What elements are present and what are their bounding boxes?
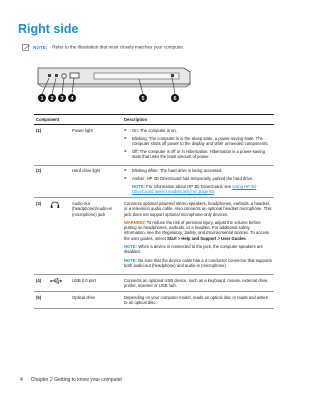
component-name: Audio-out (headphone)/Audio-in (microphone) jack: [70, 198, 122, 275]
driveguard-link[interactable]: Using HP 3D DriveGuard (select models only) on page 60: [132, 183, 257, 195]
row-number: (5): [34, 292, 48, 309]
list-item: ► Off: The computer is off or in Hibernation. Hibernation is a power-saving state that uses the least amount of power.: [124, 149, 272, 160]
component-table: [34, 114, 274, 309]
component-description: [122, 165, 274, 198]
page-title: Right side: [18, 22, 79, 36]
list-item: ► Amber: HP 3D DriveGuard has temporarily parked the hard drive.: [124, 176, 272, 181]
row-number: (2): [34, 165, 48, 198]
warning-end: .: [245, 235, 247, 241]
list-item: ► Blinking: The computer is in the Sleep state, a power-saving state. The computer shuts off power to the display and other unneeded components.: [124, 136, 272, 147]
list-item: ► On: The computer is on.: [124, 128, 272, 133]
table-row: [34, 165, 274, 198]
component-description: [122, 198, 274, 275]
usb-icon: [50, 278, 62, 284]
note-label: NOTE:: [124, 244, 138, 250]
row-number: (1): [34, 125, 48, 165]
note-text: Refer to the illustration that most closely matches your computer.: [52, 44, 185, 50]
table-row: [34, 198, 274, 275]
hard-drive-note: [124, 184, 272, 195]
jack-warning: [124, 220, 272, 241]
callout-1-label: 1: [40, 96, 44, 102]
jack-note-2: [124, 258, 272, 269]
component-description: [122, 125, 274, 165]
hard-drive-light-icon: [48, 165, 70, 198]
callout-5-label: 5: [141, 96, 145, 102]
row-number: (3): [34, 198, 48, 275]
table-row: [34, 292, 274, 309]
power-light-icon: [48, 125, 70, 165]
note-text: Be sure that the device cable has a 4-conductor connector that supports both audio-out (headphone) and audio-in (microphone).: [124, 257, 272, 268]
note-end: .: [213, 189, 216, 195]
component-name: Optical drive: [70, 292, 122, 309]
jack-description: Connects optional powered stereo speakers, headphones, earbuds, a headset, or a television audio cable. Also connects an optional headset microphone. This jack does not support optional microphone-only devices.: [124, 200, 272, 217]
figure-note: [22, 44, 184, 51]
warning-doc-title: Regulatory, Safety, and Environmental Notices: [161, 230, 249, 236]
callout-3-label: 3: [60, 96, 64, 102]
component-name: Power light: [70, 125, 122, 165]
callout-2-label: 2: [50, 96, 54, 102]
table-row: [34, 275, 274, 292]
list-item: ► Blinking white: The hard drive is being accessed.: [124, 168, 272, 173]
header-component: Component: [34, 115, 122, 125]
warning-mid: . To access the user guides, select: [124, 230, 270, 241]
row-number: (4): [34, 275, 48, 292]
page-footer: [20, 377, 122, 383]
chapter-title: Chapter 2 Getting to know your computer: [30, 377, 123, 383]
callout-4-label: 4: [70, 96, 74, 102]
note-label: NOTE:: [33, 44, 48, 50]
component-name: Hard drive light: [70, 165, 122, 198]
note-label: NOTE:: [124, 257, 138, 263]
jack-note-1: [124, 244, 272, 255]
note-icon: [22, 44, 31, 51]
component-name: USB 2.0 port: [70, 275, 122, 292]
headphone-microphone-icon: [50, 201, 60, 209]
warning-path: Start > Help and Support > User Guides: [167, 235, 246, 241]
warning-label: WARNING!: [124, 219, 146, 225]
note-label: NOTE:: [132, 183, 146, 189]
note-text: For information about HP 3D DriveGuard, see: [146, 183, 232, 189]
page-number: 4: [20, 377, 23, 383]
callout-6-label: 6: [173, 96, 177, 102]
table-header-row: [34, 115, 274, 125]
header-description: Description: [122, 115, 274, 125]
laptop-right-side-illustration: [34, 54, 194, 106]
component-description: Depending on your computer model, reads an optical disc or reads and writes to an optical disc.: [122, 292, 274, 309]
note-text: When a device is connected to the jack, the computer speakers are disabled.: [124, 244, 263, 255]
warning-text: To reduce the risk of personal injury, adjust the volume before putting on headphones, earbuds, or a headset. For additional safety information, see the: [124, 219, 261, 236]
table-row: [34, 125, 274, 165]
component-description: Connects an optional USB device, such as a keyboard, mouse, external drive, printer, scanner or USB hub.: [122, 275, 274, 292]
